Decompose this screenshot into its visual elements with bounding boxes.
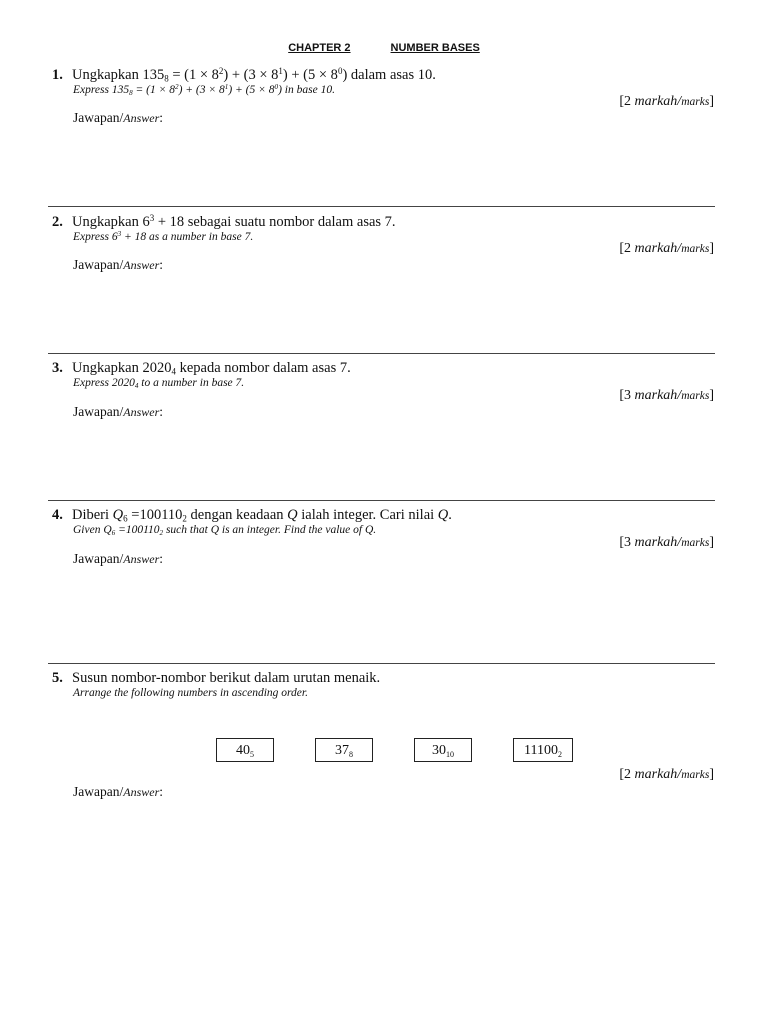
answer-label: Jawapan/Answer: xyxy=(73,784,163,799)
marks-label: [3 markah/marks] xyxy=(619,535,714,550)
question-5-english: Arrange the following numbers in ascending order. xyxy=(73,687,308,699)
answer-label: Jawapan/Answer: xyxy=(73,110,163,125)
number-box: $30_{10}$ xyxy=(414,738,472,762)
separator-line xyxy=(48,206,715,207)
marks-label: [2 markah/marks] xyxy=(619,241,714,256)
question-2-malay: 2. Ungkapkan $6^3 + 18$ sebagai suatu nombor dalam asas 7. xyxy=(52,213,396,230)
question-5-malay: 5. Susun nombor-nombor berikut dalam urutan menaik. xyxy=(52,670,381,686)
number-box: $37_8$ xyxy=(315,738,373,762)
question-number: 2. xyxy=(52,213,63,230)
question-4-english: Given $Q_6 =100110_2$ such that Q is an integer. Find the value of Q. xyxy=(73,524,377,538)
marks-label: [2 markah/marks] xyxy=(619,767,714,782)
question-1-malay: 1. Ungkapkan $135_8 = (1 \times 8^2) + (3 \times 8^1) + (5 \times 8^0)$ dalam asas 10. xyxy=(52,66,436,84)
topic-label: NUMBER BASES xyxy=(390,42,480,54)
separator-line xyxy=(48,353,715,354)
question-1-english: Express $135_8 = (1 \times 8^2) + (3 \times 8^1) + (5 \times 8^0)$ in base 10. xyxy=(73,83,335,98)
answer-label: Jawapan/Answer: xyxy=(73,257,163,272)
question-3-malay: 3. Ungkapkan $2020_4$ kepada nombor dalam asas 7. xyxy=(52,360,351,377)
question-number: 4. xyxy=(52,507,63,523)
question-number: 3. xyxy=(52,360,63,376)
answer-label: Jawapan/Answer: xyxy=(73,404,163,419)
separator-line xyxy=(48,663,715,664)
answer-label: Jawapan/Answer: xyxy=(73,551,163,566)
question-number: 1. xyxy=(52,66,63,83)
number-box: $11100_2$ xyxy=(513,738,573,762)
marks-label: [3 markah/marks] xyxy=(619,388,714,403)
question-4-malay: 4. Diberi $Q_6 =100110_2$ dengan keadaan Q ialah integer. Cari nilai Q. xyxy=(52,507,452,524)
number-box: $40_5$ xyxy=(216,738,274,762)
separator-line xyxy=(48,500,715,501)
question-number: 5. xyxy=(52,670,63,686)
question-2-english: Express $6^3 + 18$ as a number in base 7. xyxy=(73,230,254,243)
page-title xyxy=(0,42,768,54)
marks-label: [2 markah/marks] xyxy=(619,94,714,109)
chapter-label: CHAPTER 2 xyxy=(288,42,351,54)
question-3-english: Express $2020_4$ to a number in base 7. xyxy=(73,377,245,391)
